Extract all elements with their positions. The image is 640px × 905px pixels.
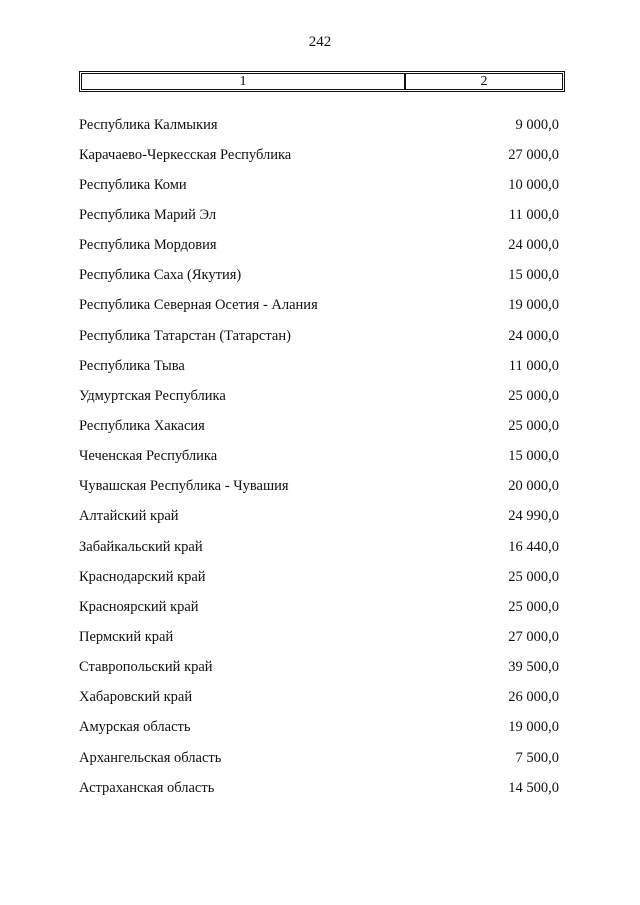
region-name: Республика Саха (Якутия) xyxy=(79,267,242,284)
region-name: Алтайский край xyxy=(79,508,179,525)
table-row xyxy=(79,442,559,472)
amount-value: 15 000,0 xyxy=(508,267,559,284)
region-name: Чувашская Республика - Чувашия xyxy=(79,478,289,495)
table-row xyxy=(79,351,559,381)
table-row xyxy=(79,713,559,743)
table-row xyxy=(79,743,559,773)
table-body xyxy=(79,110,559,803)
region-name: Ставропольский край xyxy=(79,659,213,676)
region-name: Краснодарский край xyxy=(79,568,206,585)
region-name: Республика Мордовия xyxy=(79,237,217,254)
table-row xyxy=(79,321,559,351)
amount-value: 25 000,0 xyxy=(508,568,559,585)
table-row xyxy=(79,773,559,803)
amount-value: 19 000,0 xyxy=(508,719,559,736)
amount-value: 7 500,0 xyxy=(515,749,559,766)
amount-value: 24 000,0 xyxy=(508,237,559,254)
amount-value: 11 000,0 xyxy=(508,357,559,374)
table-row xyxy=(79,592,559,622)
table-row xyxy=(79,532,559,562)
region-name: Амурская область xyxy=(79,719,191,736)
amount-value: 10 000,0 xyxy=(508,176,559,193)
table-row xyxy=(79,170,559,200)
region-name: Республика Тыва xyxy=(79,357,185,374)
table-row xyxy=(79,502,559,532)
table-row xyxy=(79,411,559,441)
amount-value: 16 440,0 xyxy=(508,538,559,555)
table-row xyxy=(79,110,559,140)
amount-value: 25 000,0 xyxy=(508,417,559,434)
region-name: Республика Татарстан (Татарстан) xyxy=(79,327,291,344)
table-row xyxy=(79,381,559,411)
region-name: Удмуртская Республика xyxy=(79,387,226,404)
amount-value: 24 000,0 xyxy=(508,327,559,344)
region-name: Республика Коми xyxy=(79,176,187,193)
amount-value: 15 000,0 xyxy=(508,448,559,465)
amount-value: 20 000,0 xyxy=(508,478,559,495)
header-column-1: 1 xyxy=(82,74,405,89)
table-row xyxy=(79,291,559,321)
table-row xyxy=(79,683,559,713)
region-name: Архангельская область xyxy=(79,749,222,766)
region-name: Красноярский край xyxy=(79,598,199,615)
region-name: Пермский край xyxy=(79,628,174,645)
table-row xyxy=(79,562,559,592)
amount-value: 19 000,0 xyxy=(508,297,559,314)
amount-value: 27 000,0 xyxy=(508,628,559,645)
amount-value: 24 990,0 xyxy=(508,508,559,525)
region-name: Республика Хакасия xyxy=(79,417,205,434)
amount-value: 11 000,0 xyxy=(508,206,559,223)
region-name: Республика Северная Осетия - Алания xyxy=(79,297,318,314)
region-name: Республика Марий Эл xyxy=(79,206,217,223)
amount-value: 25 000,0 xyxy=(508,387,559,404)
region-name: Карачаево-Черкесская Республика xyxy=(79,146,292,163)
amount-value: 39 500,0 xyxy=(508,659,559,676)
region-name: Забайкальский край xyxy=(79,538,203,555)
table-row xyxy=(79,200,559,230)
region-name: Республика Калмыкия xyxy=(79,116,218,133)
amount-value: 26 000,0 xyxy=(508,689,559,706)
table-row xyxy=(79,622,559,652)
amount-value: 14 500,0 xyxy=(508,779,559,796)
table-header xyxy=(79,71,565,92)
region-name: Чеченская Республика xyxy=(79,448,218,465)
region-name: Хабаровский край xyxy=(79,689,193,706)
table-row xyxy=(79,261,559,291)
table-row xyxy=(79,472,559,502)
table-row xyxy=(79,140,559,170)
header-column-2: 2 xyxy=(405,74,562,89)
amount-value: 27 000,0 xyxy=(508,146,559,163)
table-row xyxy=(79,653,559,683)
amount-value: 25 000,0 xyxy=(508,598,559,615)
page-number: 242 xyxy=(308,34,332,50)
region-name: Астраханская область xyxy=(79,779,215,796)
table-row xyxy=(79,231,559,261)
amount-value: 9 000,0 xyxy=(515,116,559,133)
